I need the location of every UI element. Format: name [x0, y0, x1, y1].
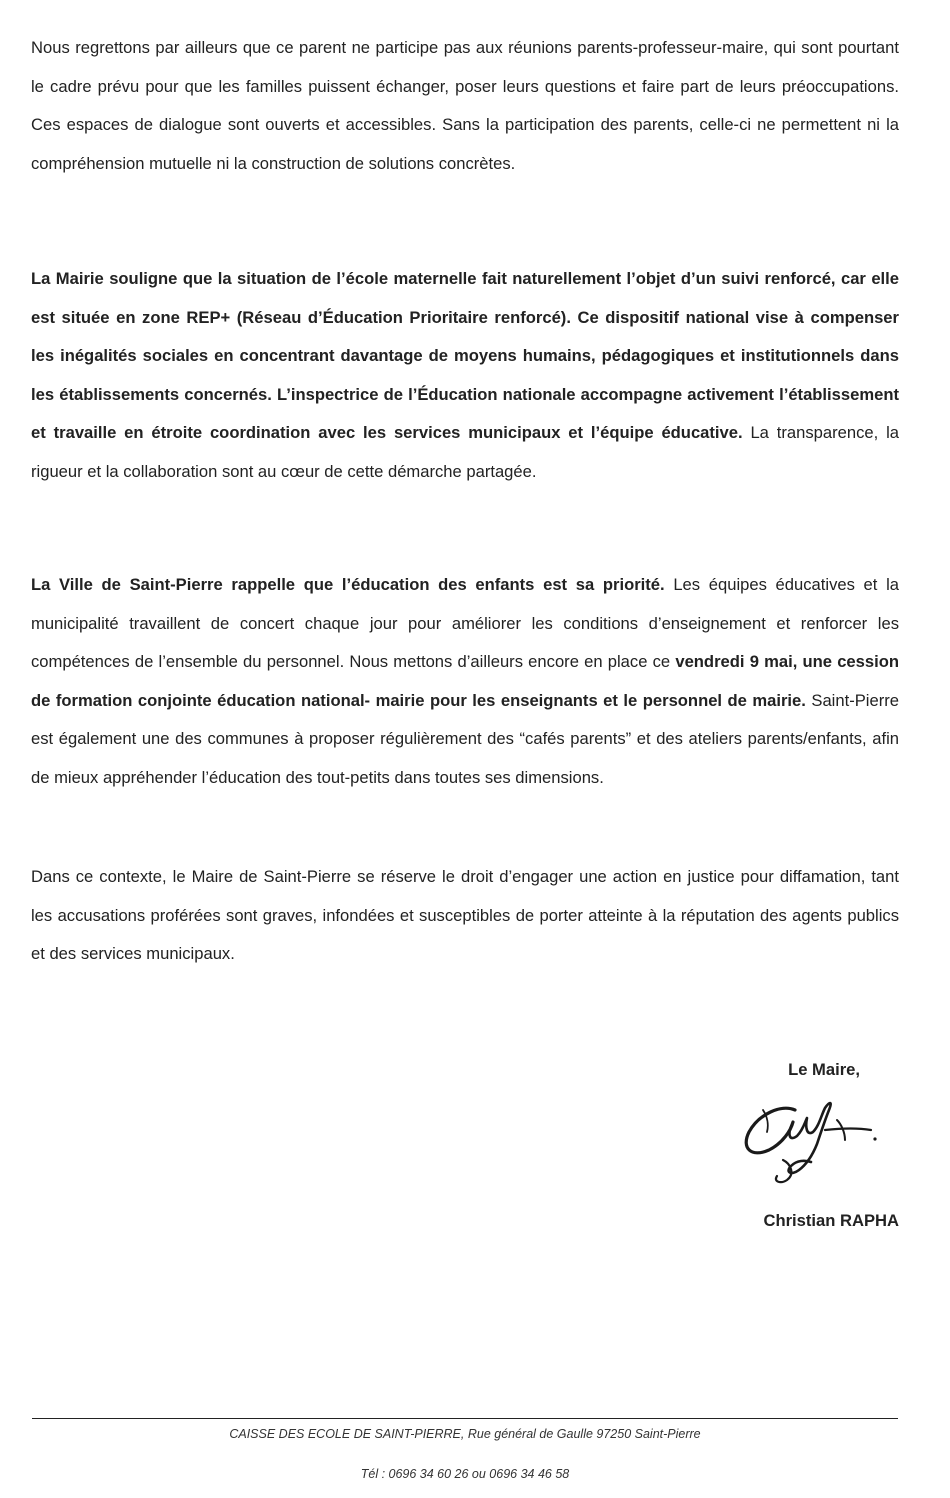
signatory-name: Christian RAPHA: [763, 1211, 899, 1230]
paragraph-text: Nous regrettons par ailleurs que ce parent ne participe pas aux réunions parents-professeur-maire, qui sont pourtant le cadre prévu pour que les familles puissent échanger, poser leurs questions et faire part de leurs préoccupations. Ces espaces de dialogue sont ouverts et accessibles. Sans la participation des parents, celle-ci ne permettent ni la compréhension mutuelle ni la construction de solutions concrètes.: [31, 38, 899, 173]
paragraph-text: Les équipes éducatives et la municipalité travaillent de concert chaque jour pour améliorer les conditions d’enseignement et renforcer les compétences de l’ensemble du personnel. Nous mettons d’ailleurs encore en place ce: [31, 575, 899, 671]
paragraph-text: Saint-Pierre est également une des communes à proposer régulièrement des “cafés parents” et des ateliers parents/enfants, afin de mieux appréhender l’éducation des tout-petits dans toutes ses dimensions.: [31, 690, 899, 787]
footer-address: CAISSE DES ECOLE DE SAINT-PIERRE, Rue général de Gaulle 97250 Saint-Pierre: [229, 1427, 701, 1441]
handwritten-signature: [733, 1090, 883, 1188]
signature-closing: Le Maire,: [788, 1060, 860, 1079]
paragraph-legal-action: [31, 858, 899, 974]
paragraph-education-priority: [31, 566, 899, 797]
paragraph-bold-text: La Ville de Saint-Pierre rappelle que l’éducation des enfants est sa priorité.: [31, 575, 665, 594]
footer-phone: Tél : 0696 34 60 26 ou 0696 34 46 58: [360, 1467, 570, 1481]
paragraph-text: La transparence, la rigueur et la collaboration sont au cœur de cette démarche partagée.: [31, 423, 899, 481]
paragraph-text: Dans ce contexte, le Maire de Saint-Pierre se réserve le droit d’engager une action en justice pour diffamation, tant les accusations proférées sont graves, infondées et susceptibles de porter atteinte à la réputation des agents publics et des services municipaux.: [31, 867, 899, 963]
paragraph-bold-text: La Mairie souligne que la situation de l’école maternelle fait naturellement l’objet d’un suivi renforcé, car elle est située en zone REP+ (Réseau d’Éducation Prioritaire renforcé). Ce dispositif national vise à compenser les inégalités sociales en concentrant davantage de moyens humains, pédagogiques et institutionnels dans les établissements concernés. L’inspectrice de l’Éducation nationale accompagne activement l’établissement et travaille en étroite coordination avec les services municipaux et l’équipe éducative.: [31, 269, 899, 442]
paragraph-bold-text: vendredi 9 mai, une cession de formation conjointe éducation national- mairie pour les enseignants et le personnel de mairie.: [31, 652, 899, 710]
paragraph-parents-meetings: [31, 29, 899, 183]
footer-divider: [32, 1418, 898, 1419]
paragraph-rep-plus: [31, 260, 899, 491]
